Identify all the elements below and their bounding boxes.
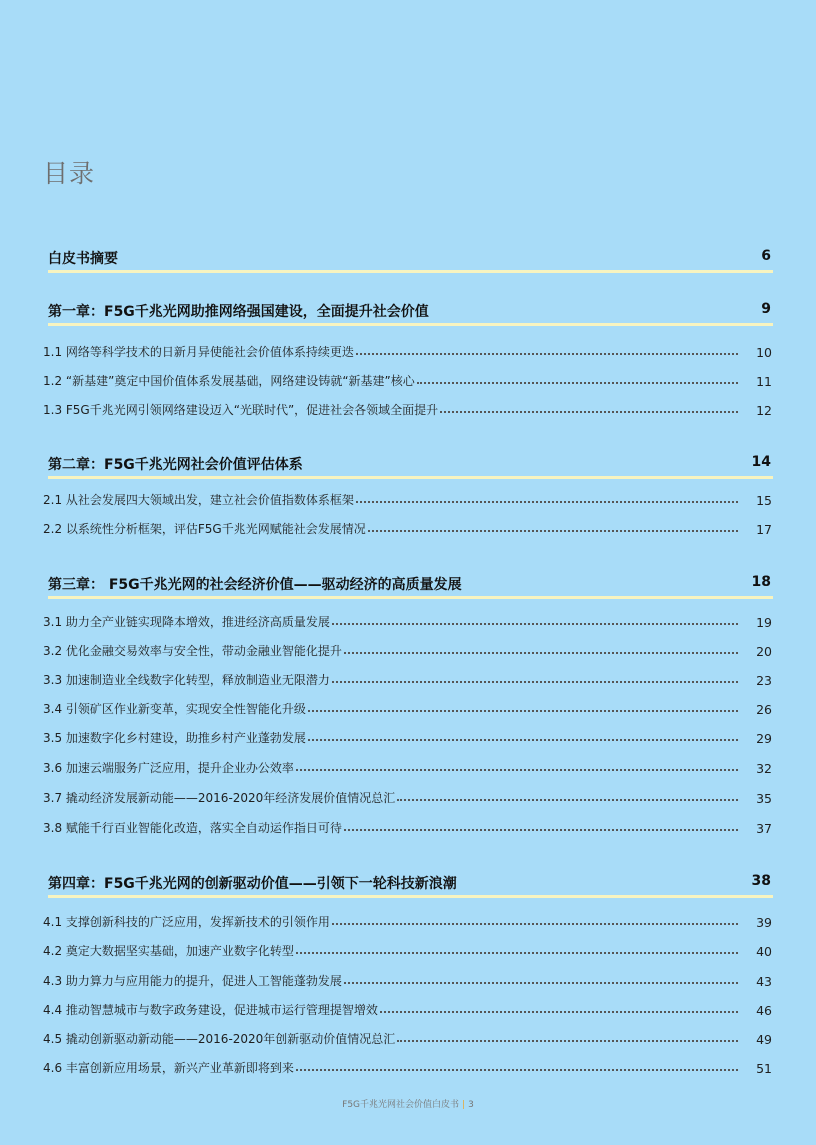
toc-dot-leader — [368, 530, 738, 532]
toc-entry-label: 3.2 优化金融交易效率与安全性，带动金融业智能化提升 — [43, 644, 342, 658]
toc-entry-page: 51 — [756, 1061, 772, 1076]
toc-entry-label: 4.5 撬动创新驱动新动能——2016-2020年创新驱动价值情况总汇 — [43, 1032, 396, 1046]
toc-entry-label: 1.1 网络等科学技术的日新月异使能社会价值体系持续更迭 — [43, 345, 354, 359]
toc-entry-label: 2.2 以系统性分析框架，评估F5G千兆光网赋能社会发展情况 — [43, 522, 366, 536]
toc-entry-label: 2.1 从社会发展四大领域出发，建立社会价值指数体系框架 — [43, 493, 354, 507]
toc-entry-label: 4.2 奠定大数据坚实基础，加速产业数字化转型 — [43, 944, 294, 958]
toc-entry[interactable] — [43, 816, 772, 836]
toc-dot-leader — [397, 1040, 738, 1042]
toc-entry-page: 12 — [756, 403, 772, 418]
toc-entry[interactable] — [43, 639, 772, 659]
toc-entry-label: 3.6 加速云端服务广泛应用，提升企业办公效率 — [43, 761, 294, 775]
toc-entry[interactable] — [43, 340, 772, 360]
toc-entry[interactable] — [43, 910, 772, 930]
footer-doc-name: F5G千兆光网社会价值白皮书 — [342, 1100, 460, 1110]
toc-dot-leader — [296, 952, 738, 954]
toc-entry-label: 4.6 丰富创新应用场景，新兴产业革新即将到来 — [43, 1061, 294, 1075]
toc-entry[interactable] — [43, 998, 772, 1018]
toc-entry-page: 26 — [756, 702, 772, 717]
toc-chapter[interactable] — [48, 248, 773, 273]
toc-entry-page: 40 — [756, 944, 772, 959]
toc-entry[interactable] — [43, 1056, 772, 1076]
toc-entry-label: 1.3 F5G千兆光网引领网络建设迈入“光联时代”，促进社会各领域全面提升 — [43, 403, 439, 417]
toc-chapter-page: 18 — [751, 574, 771, 590]
toc-entry-page: 29 — [756, 731, 772, 746]
toc-chapter[interactable] — [48, 301, 773, 326]
toc-title: 目录 — [43, 159, 96, 188]
toc-entry[interactable] — [43, 398, 772, 418]
page-footer — [0, 1097, 816, 1110]
toc-entry[interactable] — [43, 726, 772, 746]
toc-entry-label: 4.1 支撑创新科技的广泛应用，发挥新技术的引领作用 — [43, 915, 330, 929]
toc-entry[interactable] — [43, 517, 772, 537]
toc-entry-page: 10 — [756, 345, 772, 360]
toc-entry[interactable] — [43, 786, 772, 806]
toc-chapter-label: 第二章：F5G千兆光网社会价值评估体系 — [48, 457, 303, 473]
toc-entry-label: 3.3 加速制造业全线数字化转型，释放制造业无限潜力 — [43, 673, 330, 687]
toc-entry-label: 3.1 助力全产业链实现降本增效，推进经济高质量发展 — [43, 615, 330, 629]
toc-entry[interactable] — [43, 756, 772, 776]
toc-entry-page: 15 — [756, 493, 772, 508]
toc-entry[interactable] — [43, 939, 772, 959]
toc-entry-label: 3.8 赋能千行百业智能化改造，落实全自动运作指日可待 — [43, 821, 342, 835]
toc-dot-leader — [344, 829, 738, 831]
toc-entry-label: 1.2 “新基建”奠定中国价值体系发展基础，网络建设铸就“新基建”核心 — [43, 374, 415, 388]
toc-chapter[interactable] — [48, 574, 773, 599]
toc-entry[interactable] — [43, 969, 772, 989]
toc-entry-page: 43 — [756, 974, 772, 989]
toc-chapter-page: 9 — [761, 301, 771, 317]
toc-entry-page: 49 — [756, 1032, 772, 1047]
toc-entry-label: 3.7 撬动经济发展新动能——2016-2020年经济发展价值情况总汇 — [43, 791, 396, 805]
toc-entry[interactable] — [43, 488, 772, 508]
toc-dot-leader — [332, 681, 738, 683]
toc-chapter-page: 6 — [761, 248, 771, 264]
toc-entry-label: 4.4 推动智慧城市与数字政务建设，促进城市运行管理提智增效 — [43, 1003, 378, 1017]
toc-chapter-page: 14 — [751, 454, 771, 470]
toc-entry-label: 3.4 引领矿区作业新变革，实现安全性智能化升级 — [43, 702, 306, 716]
footer-separator: | — [462, 1100, 466, 1110]
toc-dot-leader — [308, 739, 738, 741]
toc-dot-leader — [440, 411, 738, 413]
toc-dot-leader — [344, 652, 738, 654]
toc-chapter-label: 第四章：F5G千兆光网的创新驱动价值——引领下一轮科技新浪潮 — [48, 876, 457, 892]
toc-dot-leader — [380, 1011, 738, 1013]
toc-dot-leader — [296, 769, 738, 771]
toc-chapter-label: 白皮书摘要 — [48, 251, 118, 267]
toc-entry[interactable] — [43, 610, 772, 630]
toc-dot-leader — [344, 982, 738, 984]
toc-entry-label: 4.3 助力算力与应用能力的提升，促进人工智能蓬勃发展 — [43, 974, 342, 988]
toc-entry-page: 11 — [756, 374, 772, 389]
toc-entry-page: 35 — [756, 791, 772, 806]
toc-dot-leader — [296, 1069, 738, 1071]
toc-dot-leader — [397, 799, 738, 801]
toc-dot-leader — [356, 501, 738, 503]
toc-chapter[interactable] — [48, 873, 773, 898]
toc-entry-page: 39 — [756, 915, 772, 930]
toc-dot-leader — [332, 623, 738, 625]
toc-entry[interactable] — [43, 1027, 772, 1047]
toc-dot-leader — [332, 923, 738, 925]
toc-entry[interactable] — [43, 668, 772, 688]
toc-chapter-label: 第一章：F5G千兆光网助推网络强国建设，全面提升社会价值 — [48, 304, 429, 320]
toc-dot-leader — [356, 353, 738, 355]
toc-entry-page: 17 — [756, 522, 772, 537]
footer-page-number: 3 — [468, 1100, 474, 1110]
toc-entry-page: 37 — [756, 821, 772, 836]
toc-entry-page: 20 — [756, 644, 772, 659]
toc-entry-page: 23 — [756, 673, 772, 688]
toc-entry[interactable] — [43, 369, 772, 389]
toc-entry-page: 46 — [756, 1003, 772, 1018]
toc-chapter-page: 38 — [751, 873, 771, 889]
toc-entry[interactable] — [43, 697, 772, 717]
toc-chapter[interactable] — [48, 454, 773, 479]
toc-entry-page: 19 — [756, 615, 772, 630]
toc-dot-leader — [308, 710, 738, 712]
toc-entry-label: 3.5 加速数字化乡村建设，助推乡村产业蓬勃发展 — [43, 731, 306, 745]
toc-entry-page: 32 — [756, 761, 772, 776]
toc-chapter-label: 第三章： F5G千兆光网的社会经济价值——驱动经济的高质量发展 — [48, 577, 462, 593]
toc-dot-leader — [417, 382, 738, 384]
